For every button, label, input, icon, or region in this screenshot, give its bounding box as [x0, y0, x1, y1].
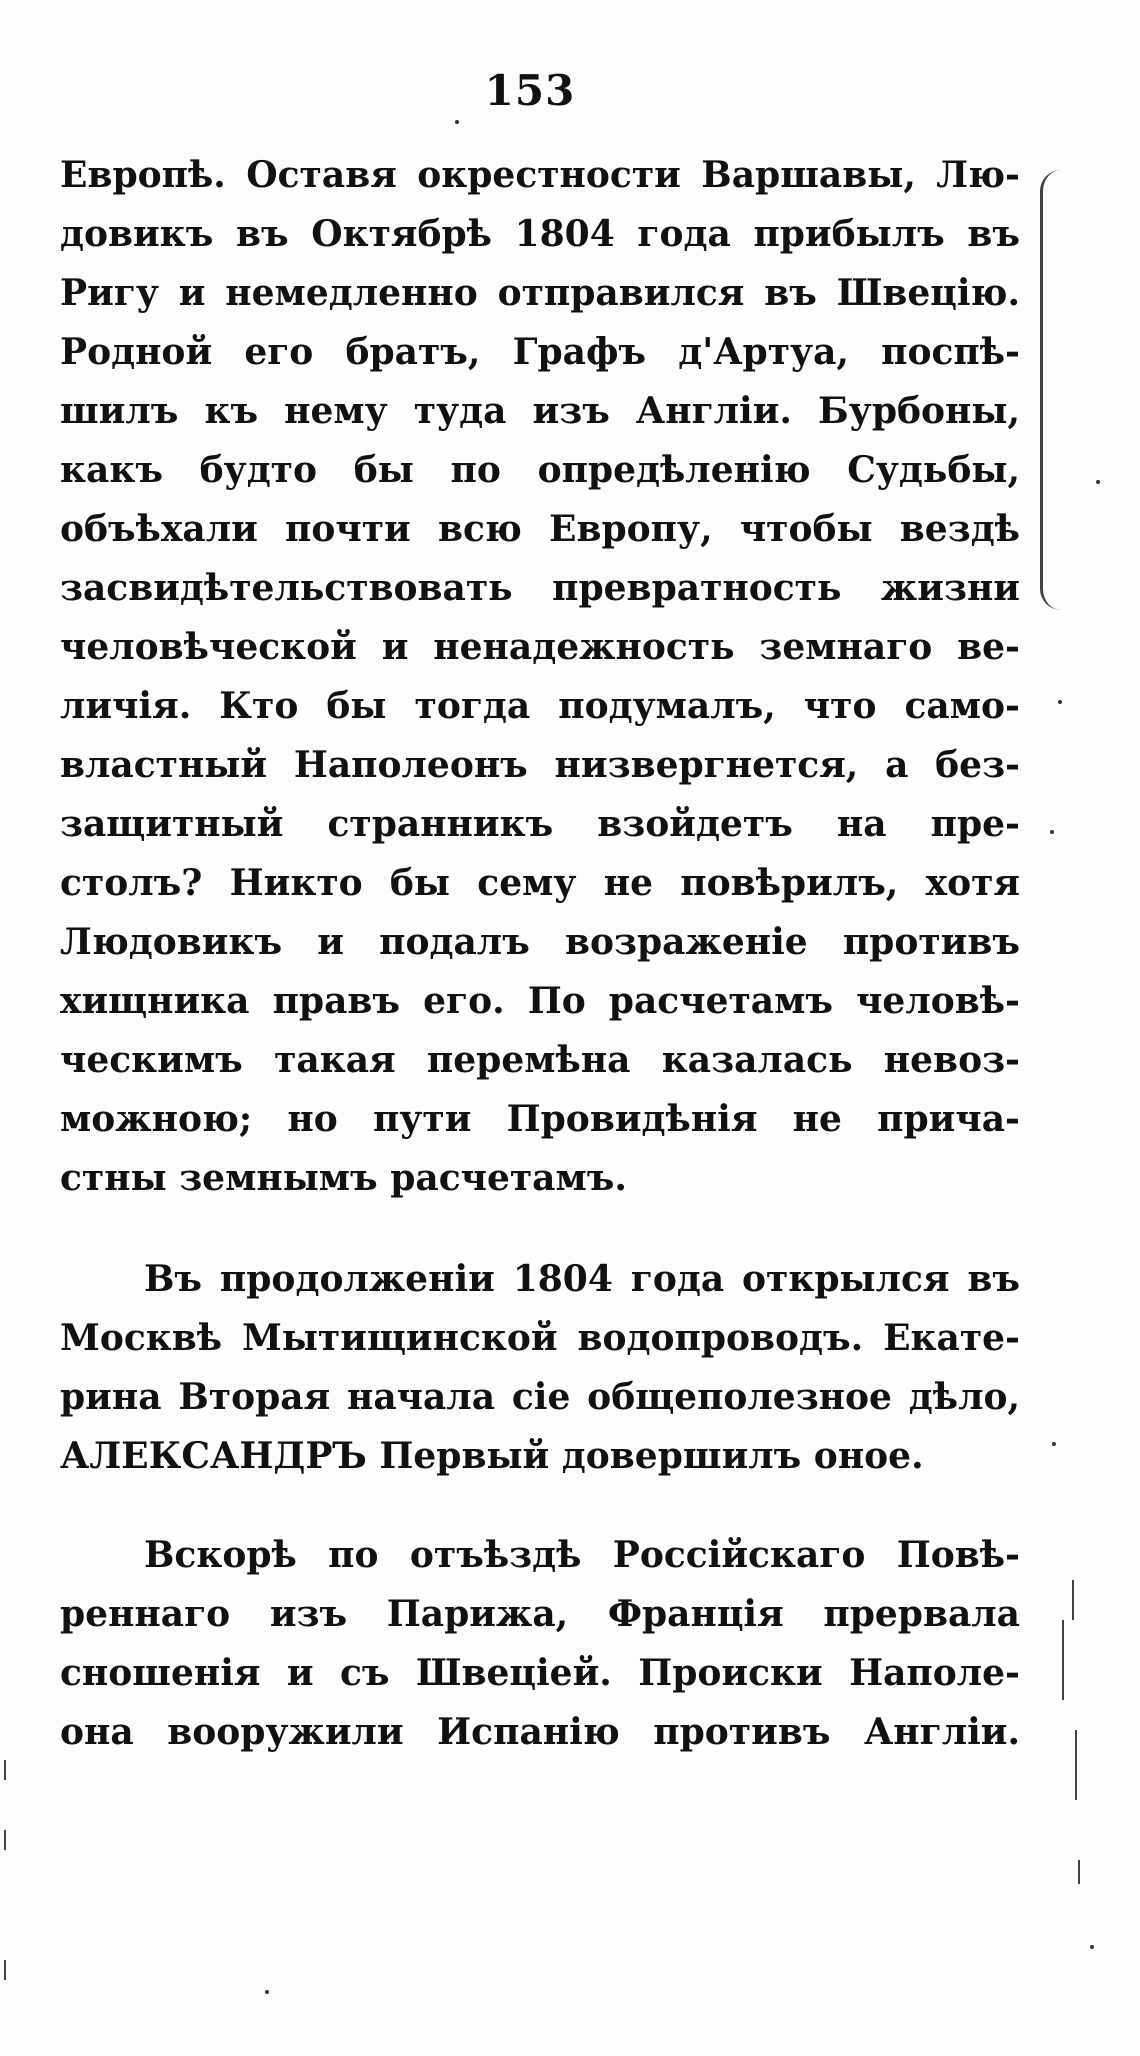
text-line: довикъ въ Октябрѣ 1804 года прибылъ въ [60, 213, 1020, 255]
margin-mark [1075, 1730, 1077, 1800]
text-line: ческимъ такая перемѣна казалась невоз- [60, 1039, 1020, 1081]
text-line: Европѣ. Оставя окрестности Варшавы, Лю- [60, 154, 1020, 196]
text-line: стны земнымъ расчетамъ. [60, 1157, 627, 1199]
paragraph-1 [60, 146, 1020, 1208]
margin-mark [1072, 1580, 1074, 1620]
text-line: реннаго изъ Парижа, Франція прервала [60, 1593, 1020, 1635]
text-line: Въ продолженіи 1804 года открылся въ [144, 1258, 1020, 1300]
margin-mark [4, 1760, 6, 1780]
text-line: властный Наполеонъ низвергнется, а без- [60, 744, 1020, 786]
paragraph-3 [60, 1526, 1020, 1762]
text-line: личія. Кто бы тогда подумалъ, что само- [60, 685, 1020, 727]
text-line: засвидѣтельствовать превратность жизни [60, 567, 1020, 609]
text-line: столъ? Никто бы сему не повѣрилъ, хотя [60, 862, 1020, 904]
text-line: Людовикъ и подалъ возраженіе противъ [60, 921, 1020, 963]
ink-speck [1090, 1945, 1094, 1949]
text-line: рина Вторая начала сіе общеполезное дѣло, [60, 1376, 1020, 1418]
text-line: Родной его братъ, Графъ д'Артуа, поспѣ- [60, 331, 1020, 373]
text-line: Вскорѣ по отъѣздѣ Россійскаго Повѣ- [144, 1534, 1020, 1576]
text-line: шилъ къ нему туда изъ Англіи. Бурбоны, [60, 390, 1020, 432]
ink-speck [1052, 1442, 1056, 1446]
margin-bracket-mark [1040, 170, 1061, 610]
text-line: хищника правъ его. По расчетамъ человѣ- [60, 980, 1020, 1022]
ink-speck [455, 120, 459, 124]
text-line: сношенія и съ Швеціей. Происки Наполе- [60, 1652, 1020, 1694]
margin-mark [1078, 1860, 1080, 1884]
ink-speck [1096, 480, 1100, 484]
ink-speck [1058, 700, 1062, 704]
text-line: Ригу и немедленно отправился въ Швецію. [60, 272, 1020, 314]
text-line: АЛЕКСАНДРЪ Первый довершилъ оное. [60, 1435, 924, 1477]
text-line: она вооружили Испанію противъ Англіи. [60, 1711, 1020, 1753]
ink-speck [265, 1990, 269, 1994]
margin-mark [1062, 1620, 1064, 1700]
text-line: защитный странникъ взойдетъ на пре- [60, 803, 1020, 845]
margin-mark [4, 1830, 6, 1850]
text-line: какъ будто бы по опредѣленію Судьбы, [60, 449, 1020, 491]
text-line: объѣхали почти всю Европу, чтобы вездѣ [60, 508, 1020, 550]
ink-speck [1050, 830, 1054, 834]
margin-mark [4, 1960, 6, 1980]
text-line: человѣческой и ненадежность земнаго ве- [60, 626, 1020, 668]
text-line: можною; но пути Провидѣнія не причa- [60, 1098, 1020, 1140]
text-line: Москвѣ Мытищинской водопроводъ. Екате- [60, 1317, 1020, 1359]
paragraph-2 [60, 1250, 1020, 1486]
page-number: 153 [484, 66, 576, 115]
